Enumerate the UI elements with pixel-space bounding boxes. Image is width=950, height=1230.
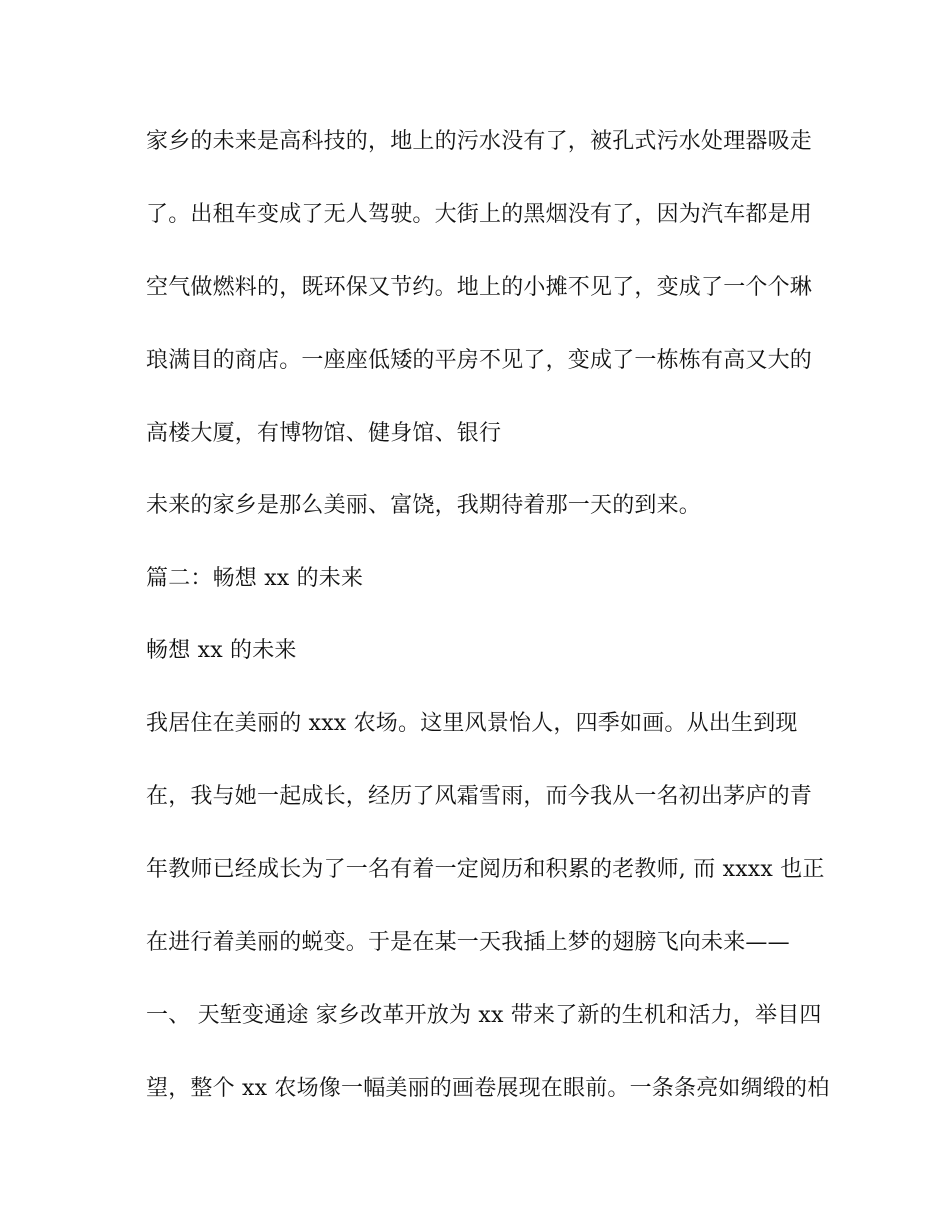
text-line: 了。出租车变成了无人驾驶。大街上的黑烟没有了，因为汽车都是用 [146, 202, 813, 227]
section-heading: 篇二：畅想 xx 的未来 [146, 566, 364, 591]
text-line: 高楼大厦，有博物馆、健身馆、银行 [146, 421, 502, 446]
text-line: 年教师已经成长为了一名有着一定阅历和积累的老教师, 而 xxxx 也正 [146, 857, 825, 882]
text-line: 一、 天堑变通途 家乡改革开放为 xx 带来了新的生机和活力，举目四 [146, 1003, 822, 1028]
text-line: 我居住在美丽的 xxx 农场。这里风景怡人，四季如画。从出生到现 [146, 711, 798, 736]
text-line: 家乡的未来是高科技的，地上的污水没有了，被孔式污水处理器吸走 [146, 129, 813, 154]
text-line: 在进行着美丽的蜕变。于是在某一天我插上梦的翅膀飞向未来—— [146, 930, 790, 955]
text-line: 琅满目的商店。一座座低矮的平房不见了，变成了一栋栋有高又大的 [146, 348, 813, 373]
text-line: 在，我与她一起成长，经历了风霜雪雨，而今我从一名初出茅庐的青 [146, 784, 813, 809]
text-line: 望，整个 xx 农场像一幅美丽的画卷展现在眼前。一条条亮如绸缎的柏 [146, 1076, 830, 1101]
article-title: 畅想 xx 的未来 [146, 638, 297, 663]
text-line: 未来的家乡是那么美丽、富饶，我期待着那一天的到来。 [146, 493, 702, 518]
text-line: 空气做燃料的，既环保又节约。地上的小摊不见了，变成了一个个琳 [146, 275, 813, 300]
